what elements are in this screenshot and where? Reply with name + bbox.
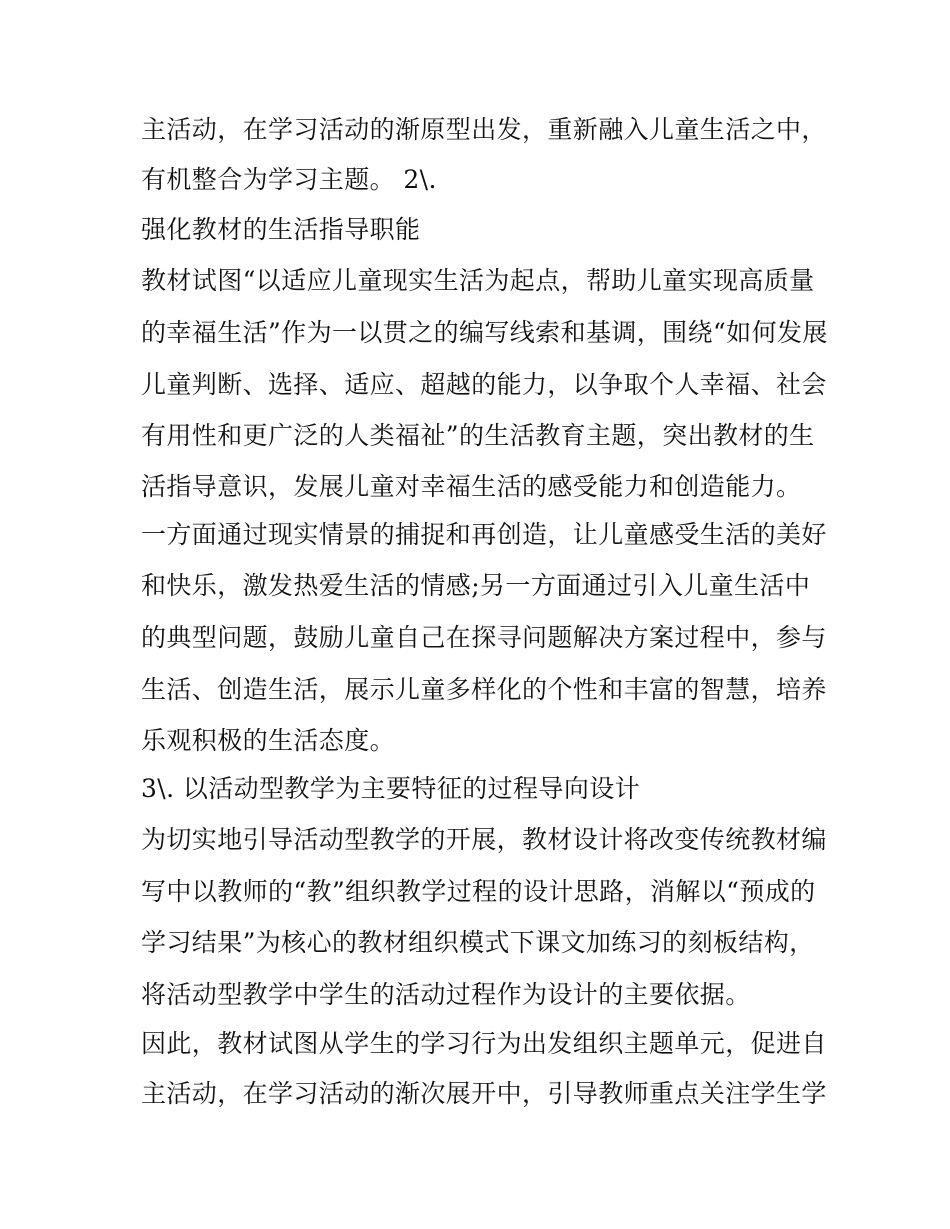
section-heading: 3\. 以活动型教学为主要特征的过程导向设计	[141, 774, 641, 803]
text-line: 儿童判断、选择、适应、超越的能力，以争取个人幸福、社会	[141, 370, 827, 399]
text-line: 主活动，在学习活动的渐次展开中，引导教师重点关注学生学	[141, 1079, 827, 1108]
text-line: 一方面通过现实情景的捕捉和再创造，让儿童感受生活的美好	[141, 520, 827, 549]
text-line: 主活动，在学习活动的渐原型出发，重新融入儿童生活之中，	[141, 115, 827, 144]
text-line: 为切实地引导活动型教学的开展，教材设计将改变传统教材编	[141, 825, 827, 854]
text-line: 将活动型教学中学生的活动过程作为设计的主要依据。	[141, 980, 751, 1009]
text-line: 因此，教材试图从学生的学习行为出发组织主题单元，促进自	[141, 1029, 827, 1058]
text-line: 乐观积极的生活态度。	[141, 726, 396, 755]
text-line: 有用性和更广泛的人类福祉”的生活教育主题，突出教材的生	[141, 421, 815, 450]
text-line: 写中以教师的“教”组织教学过程的设计思路，消解以“预成的	[141, 877, 816, 906]
text-line: 生活、创造生活，展示儿童多样化的个性和丰富的智慧，培养	[141, 675, 827, 704]
text-line: 和快乐，激发热爱生活的情感;另一方面通过引入儿童生活中	[141, 571, 811, 600]
text-line: 的典型问题，鼓励儿童自己在探寻问题解决方案过程中，参与	[141, 623, 827, 652]
text-line: 的幸福生活”作为一以贯之的编写线索和基调，围绕“如何发展	[141, 318, 828, 347]
text-line: 有机整合为学习主题。 2\.	[141, 165, 437, 194]
text-line: 教材试图“以适应儿童现实生活为起点，帮助儿童实现高质量	[141, 266, 815, 295]
text-line: 活指导意识，发展儿童对幸福生活的感受能力和创造能力。	[141, 472, 802, 501]
section-heading: 强化教材的生活指导职能	[141, 215, 421, 244]
text-line: 学习结果”为核心的教材组织模式下课文加练习的刻板结构，	[141, 928, 815, 957]
